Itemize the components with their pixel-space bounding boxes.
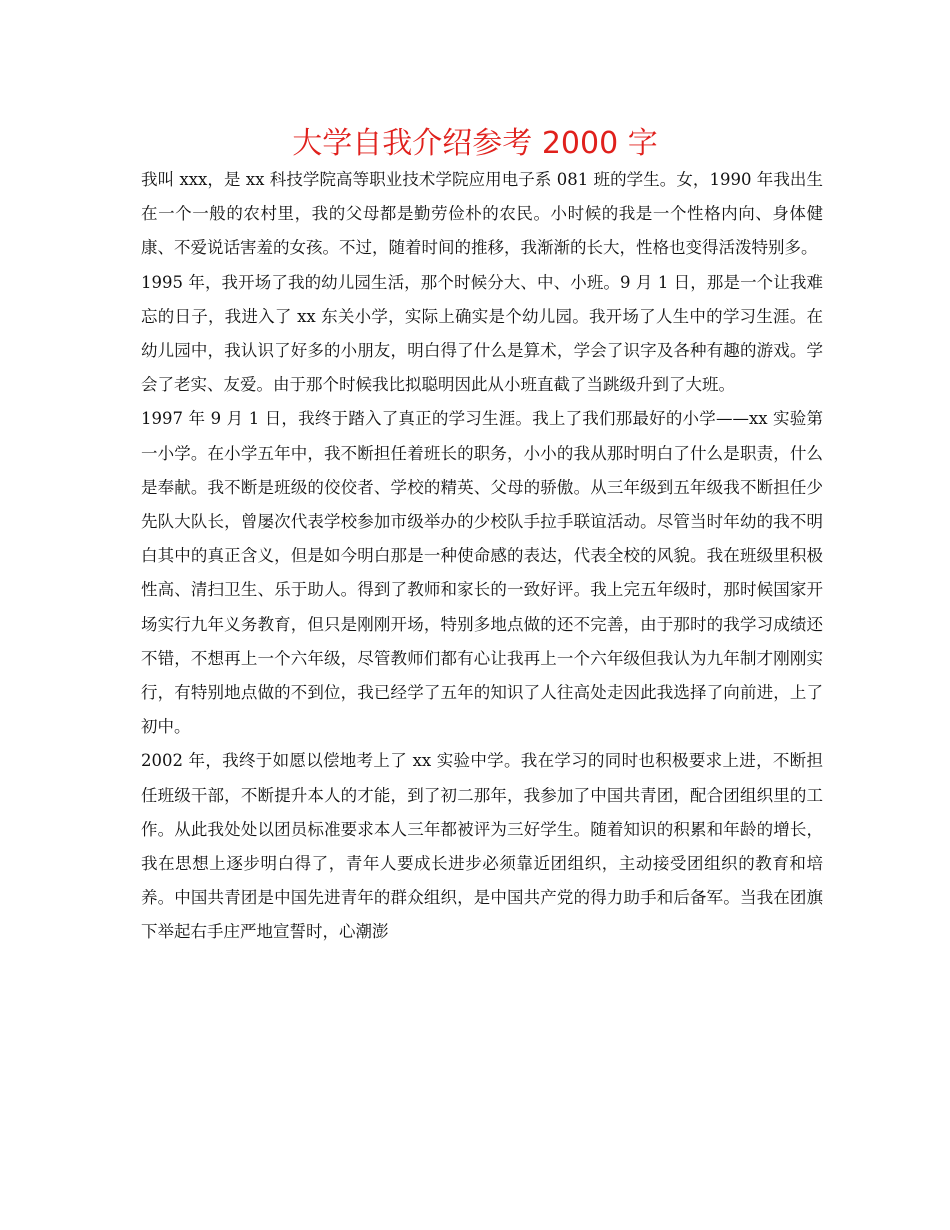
paragraph-4: 2002 年，我终于如愿以偿地考上了 xx 实验中学。我在学习的同时也积极要求上进，不断担任班级干部，不断提升本人的才能，到了初二那年，我参加了中国共青团，配合团组织里的工作。从此我处处以团员标准要求本人三年都被评为三好学生。随着知识的积累和年龄的增长，我在思想上逐步明白得了，青年人要成长进步必须靠近团组织，主动接受团组织的教育和培养。中国共青团是中国先进青年的群众组织，是中国共产党的得力助手和后备军。当我在团旗下举起右手庄严地宣誓时，心潮澎 [141,751,823,942]
document-body [141,163,823,950]
paragraph-3: 1997 年 9 月 1 日，我终于踏入了真正的学习生涯。我上了我们那最好的小学——xx 实验第一小学。在小学五年中，我不断担任着班长的职务，小小的我从那时明白了什么是职责，什么是奉献。我不断是班级的佼佼者、学校的精英、父母的骄傲。从三年级到五年级我不断担任少先队大队长，曾屡次代表学校参加市级举办的少校队手拉手联谊活动。尽管当时年幼的我不明白其中的真正含义，但是如今明白那是一种使命感的表达，代表全校的风貌。我在班级里积极性高、清扫卫生、乐于助人。得到了教师和家长的一致好评。我上完五年级时，那时候国家开场实行九年义务教育，但只是刚刚开场，特别多地点做的还不完善，由于那时的我学习成绩还不错，不想再上一个六年级，尽管教师们都有心让我再上一个六年级但我认为九年制才刚刚实行，有特别地点做的不到位，我已经学了五年的知识了人往高处走因此我选择了向前进，上了初中。 [141,409,823,737]
paragraph-2: 1995 年，我开场了我的幼儿园生活，那个时候分大、中、小班。9 月 1 日，那是一个让我难忘的日子，我进入了 xx 东关小学，实际上确实是个幼儿园。我开场了人生中的学习生涯。在幼儿园中，我认识了好多的小朋友，明白得了什么是算术，学会了识字及各种有趣的游戏。学会了老实、友爱。由于那个时候我比拟聪明因此从小班直截了当跳级升到了大班。 [141,272,823,395]
paragraph-1: 我叫 xxx，是 xx 科技学院高等职业技术学院应用电子系 081 班的学生。女，1990 年我出生在一个一般的农村里，我的父母都是勤劳俭朴的农民。小时候的我是一个性格内向、身体健康、不爱说话害羞的女孩。不过，随着时间的推移，我渐渐的长大，性格也变得活泼特别多。 [141,170,823,258]
document-title: 大学自我介绍参考 2000 字 [292,126,658,161]
